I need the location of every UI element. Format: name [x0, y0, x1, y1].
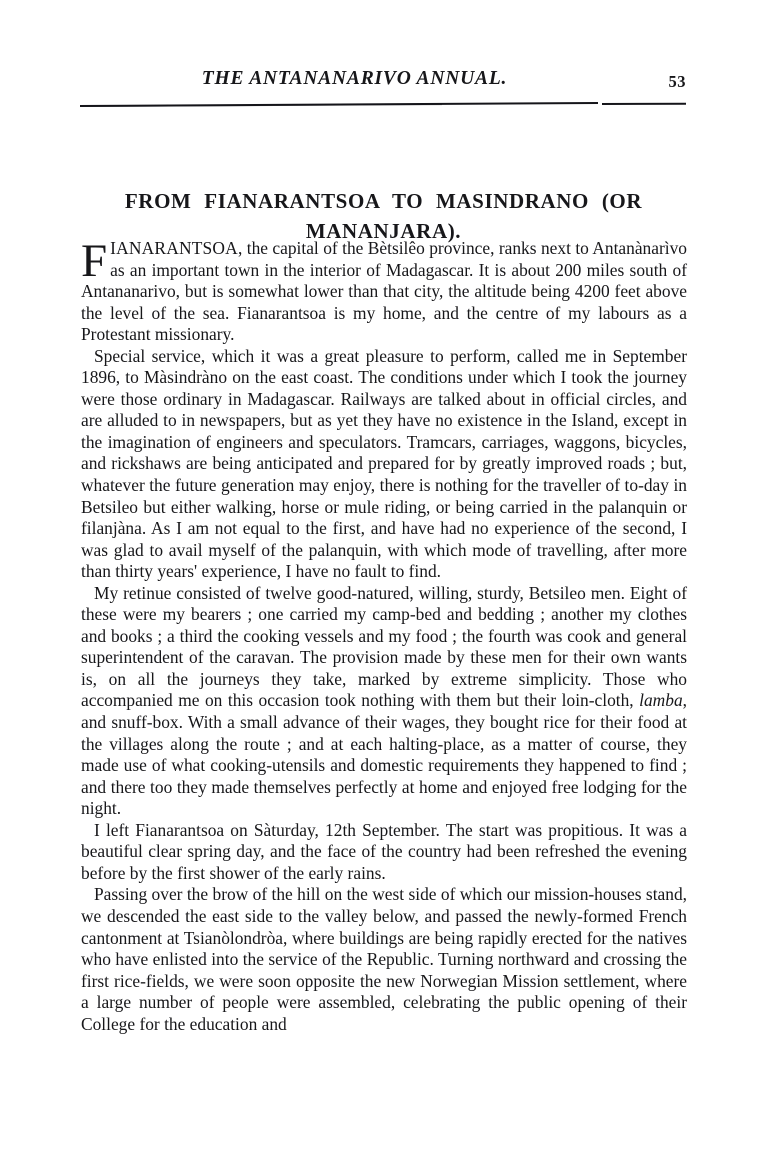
header-rule-segment-shadow — [82, 104, 442, 107]
paragraph-1-lead-word: IANARANTSOA — [110, 238, 238, 258]
paragraph-3-italic-term: lamba — [639, 690, 683, 711]
paragraph-4-text: I left Fianarantsoa on Sàturday, 12th September. The start was propitious. It was a beautiful clear spring day, and the face of the country had been refreshed the evening before by the first shower of the early rains. — [81, 819, 687, 883]
running-head-title: THE ANTANANARIVO ANNUAL. — [201, 68, 508, 89]
paragraph-5-text: Passing over the brow of the hill on the west side of which our mission-houses stand, we descended the east side to the valley below, and passed the newly-formed French cantonment at Tsianòlondròa, where buildings are being rapidly erected for the natives who have enlisted into the service of the Republic. Turning northward and crossing the first rice-fields, we were soon opposite the new Norwegian Mission settlement, where a large number of people were assembled, celebrating the public opening of their College for the education and — [81, 884, 687, 1034]
article-body — [81, 235, 687, 1035]
header-rule-segment-right — [602, 102, 686, 104]
paragraph-2-text: Special service, which it was a great pleasure to perform, called me in September 1896, to Màsindràno on the east coast. The conditions under which I took the journey were those ordinary in Madagascar. Railways are talked about in official circles, and are alluded to in newspapers, but as yet they have no existence in the Island, except in the imagination of engineers and speculators. Tramcars, carriages, waggons, bicycles, and rickshaws are being anticipated and prepared for by greatly improved roads ; but, whatever the future generation may enjoy, there is nothing for the traveller of to-day in Betsileo but either walking, horse or mule riding, or being carried in the palanquin or filanjàna. As I am not equal to the first, and have had no experience of the second, I was glad to avail myself of the palanquin, with which mode of travelling, after more than thirty years' experience, I have no fault to find. — [81, 345, 687, 582]
paragraph-3-text-part-b: , and snuff-box. With a small advance of their wages, they bought rice for their food at the villages along the route ; and at each halting-place, as a matter of course, they made use of what cooking-utensils and domestic requirements they happened to find ; and there too they made themselves perfectly at home and enjoyed free lodging for the night. — [81, 690, 687, 819]
paragraph-3 — [81, 583, 687, 820]
running-head — [81, 68, 686, 96]
article-title-line-2: MANANJARA). — [305, 219, 462, 244]
article-title-line-1: FROM FIANARANTSOA TO MASINDRANO (OR — [124, 189, 643, 214]
header-rule — [80, 101, 686, 108]
paragraph-1-text: , the capital of the Bètsilêo province, ranks next to Antanànarìvo as an important town in the interior of Madagascar. It is about 200 miles south of Antananarivo, but is somewhat lower than that city, the altitude being 4200 feet above the level of the sea. Fianarantsoa is my home, and the centre of my labours as a Protestant missionary. — [81, 238, 687, 345]
paragraph-2 — [81, 346, 687, 583]
paragraph-1 — [81, 235, 687, 346]
paragraph-4 — [81, 820, 687, 885]
paragraph-3-text-part-a: My retinue consisted of twelve good-natured, willing, sturdy, Betsileo men. Eight of these were my bearers ; one carried my camp-bed and bedding ; another my clothes and books ; a third the cooking vessels and my food ; the fourth was cook and general superintendent of the caravan. The provision made by these men for their own wants is, on all the journeys they take, marked by extreme simplicity. Those who accompanied me on this occasion took nothing with them but their loin-cloth, — [81, 582, 687, 711]
page-number: 53 — [668, 72, 686, 91]
paragraph-5 — [81, 884, 687, 1035]
drop-cap-initial: F — [81, 235, 108, 287]
